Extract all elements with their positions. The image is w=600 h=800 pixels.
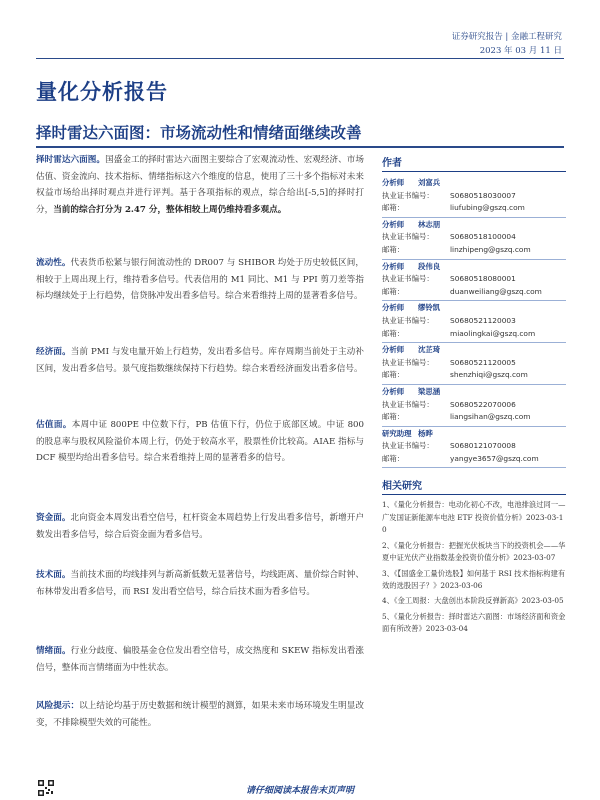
license-label: 执业证书编号： [382,232,434,242]
email-label: 邮箱： [382,412,405,422]
analyst-name: 沈芷琦 [418,345,441,355]
email-label: 邮箱： [382,203,405,213]
report-type: 量化分析报告 [36,79,168,104]
analyst-name: 缪铃凯 [418,303,441,313]
email-label: 邮箱： [382,453,405,463]
related-report-link[interactable]: 1、《量化分析报告：电动化初心不改，电池排浪过同一—广发国证新能源车电池 ETF 投资价值分析》2023-03-10 [382,500,566,535]
section-text: 行业分歧度、偏股基金仓位发出看空信号，成交热度和 SKEW 指标发出看涨信号，整体而言情绪面为中性状态。 [36,646,364,673]
analyst-email[interactable]: shenzhiqi@gszq.com [450,370,528,380]
analyst-card [382,176,566,218]
header-category: 证券研究报告 | 金融工程研究 [451,32,562,42]
section-label: 技术面。 [36,570,71,580]
analyst-role: 分析师 [382,219,405,229]
license-label: 执业证书编号： [382,274,434,284]
section-technical [36,567,364,600]
section-text: 北向资金本周发出看空信号，杠杆资金本周趋势上行发出看多信号，新增开户数发出看多信号，综合后资金面为看多信号。 [36,513,364,540]
analyst-email[interactable]: yangye3657@gszq.com [450,453,539,463]
page-title: 择时雷达六面图：市场流动性和情绪面继续改善 [36,123,362,142]
analyst-card [382,218,566,260]
analyst-email[interactable]: duanweiliang@gszq.com [450,286,542,296]
header-divider [36,58,564,59]
related-report-link[interactable]: 5、《量化分析报告：择时雷达六面图：市场经济面和资金面有所改善》2023-03-04 [382,611,566,634]
analyst-license: S0680521120003 [450,315,516,325]
analyst-card [382,260,566,302]
section-text: 当前 PMI 与发电量开始上行趋势，发出看多信号。库存周期当前处于主动补区间，发出看多信号。景气度指数继续保持下行趋势。综合来看经济面发出看多信号。 [36,347,364,374]
section-label: 情绪面。 [36,646,71,656]
analyst-email[interactable]: miaolingkai@gszq.com [450,328,536,338]
analyst-license: S0680521120005 [450,357,516,367]
footer-disclaimer: 请仔细阅读本报告末页声明 [245,786,354,796]
analyst-role: 研究助理 [382,428,412,438]
section-liquidity [36,255,364,305]
analyst-role: 分析师 [382,386,405,396]
related-research-heading: 相关研究 [382,477,566,495]
section-label: 择时雷达六面图。 [36,155,106,165]
analyst-name: 段伟良 [418,261,441,271]
analyst-card [382,343,566,385]
analyst-card [382,301,566,343]
email-label: 邮箱： [382,244,405,254]
section-label: 经济面。 [36,347,71,357]
section-label: 资金面。 [36,513,71,523]
analyst-name: 杨晔 [418,428,433,438]
analyst-role: 分析师 [382,345,405,355]
email-label: 邮箱： [382,328,405,338]
analyst-card [382,427,566,469]
section-bold-text: 当前的综合打分为 2.47 分，整体相较上周仍维持看多观点。 [53,204,287,215]
analyst-role: 分析师 [382,303,405,313]
section-sentiment [36,643,364,676]
title-divider [36,146,564,148]
license-label: 执业证书编号： [382,315,434,325]
section-text: 本周中证 800PE 中位数下行，PB 估值下行，仍位于底部区域。中证 800 的股息率与股权风险溢价本周上行，仍处于较高水平，股票性价比较高。AIAE 指标与 DCF 模型均给出看多信号。综合来看维持上周的显著看多的信号。 [36,420,364,463]
license-label: 执业证书编号： [382,441,434,451]
section-risk [36,698,364,731]
related-report-link[interactable]: 3、《【国盛金工量价选股】如何基于 RSI 技术指标构建有效的选股因子？》2023-03-06 [382,568,566,590]
section-label: 流动性。 [36,258,71,268]
license-label: 执业证书编号： [382,190,434,200]
section-text: 国盛金工的择时雷达六面图主要综合了宏观流动性、宏观经济、市场估值、资金流向、技术指标、情绪指标这六个维度的信息，使用了三十多个指标对未来权益市场给出择时观点并进行评判。基于各项指标的观点，综合给出[-5,5]的择时打分， [36,155,364,215]
section-economy [36,344,364,377]
header-date: 2023 年 03 月 11 日 [479,46,562,56]
analyst-name: 梁思涵 [418,386,441,396]
authors-heading: 作者 [382,154,566,172]
analyst-email[interactable]: liangsihan@gszq.com [450,412,531,422]
section-capital [36,510,364,543]
analyst-license: S0680518080001 [450,274,516,284]
related-report-link[interactable]: 4、《金工周报：大盘创出本阶段反弹新高》2023-03-05 [382,596,564,606]
section-label: 估值面。 [36,420,72,430]
section-text: 代表货币松紧与银行间流动性的 DR007 与 SHIBOR 均处于历史较低区间，相较于上周出现上行，维持看多信号。代表信用的 M1 同比、M1 与 PPI 剪刀差等指标均继续处于上行趋势，信贷脉冲发出看多信号。综合来看维持上周的显著看多信号。 [36,258,364,301]
analyst-email[interactable]: linzhipeng@gszq.com [450,244,531,254]
related-report-link[interactable]: 2、《量化分析报告：把握光伏板块当下的投资机会——华夏中证光伏产业指数基金投资价值分析》2023-03-07 [382,540,566,563]
analyst-role: 分析师 [382,178,405,187]
sidebar [382,154,566,639]
email-label: 邮箱： [382,286,405,296]
analyst-license: S0680518100004 [450,232,516,242]
analyst-license: S0680518030007 [450,190,516,200]
analyst-license: S0680121070008 [450,441,516,451]
section-text: 以上结论均基于历史数据和统计模型的测算，如果未来市场环境发生明显改变，不排除模型失效的可能性。 [36,701,364,728]
section-radar [36,152,364,218]
license-label: 执业证书编号： [382,399,434,409]
section-valuation [36,417,364,467]
email-label: 邮箱： [382,370,405,380]
analyst-role: 分析师 [382,261,405,271]
analyst-name: 林志朋 [418,219,441,229]
analyst-name: 刘富兵 [418,178,441,187]
section-text: 当前技术面的均线排列与新高新低数无显著信号，均线距离、量价综合时钟、布林带发出看多信号，而 RSI 发出看空信号，综合后技术面为看多信号。 [36,570,364,597]
analyst-license: S0680522070006 [450,399,516,409]
analyst-email[interactable]: liufubing@gszq.com [450,203,525,213]
license-label: 执业证书编号： [382,357,434,367]
section-label: 风险提示： [36,701,80,711]
analyst-card [382,385,566,427]
